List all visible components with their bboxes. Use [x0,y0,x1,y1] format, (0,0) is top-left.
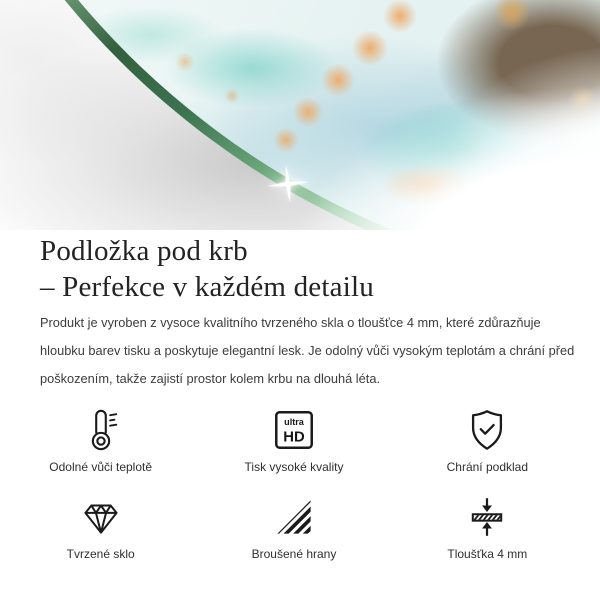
thickness-4mm-icon [465,493,509,541]
feature-label: Chrání podklad [446,460,529,474]
features-grid [4,406,584,562]
feature-protects-floor [391,406,584,475]
page-title-line2: – Perfekce v každém detailu [40,271,374,303]
page-title-line1: Podložka pod krb [40,235,248,267]
ultra-hd-icon [271,406,317,454]
diamond-icon [79,493,123,541]
ultra-text: ultra [284,417,304,428]
feature-label: Tvrzené sklo [66,547,135,561]
feature-label: Tloušťka 4 mm [447,547,528,561]
thermometer-icon [78,406,124,454]
feature-thickness [391,493,584,562]
page-title [40,233,560,305]
hero-product-photo [0,0,600,230]
feature-label: Odolné vůči teplotě [49,460,153,474]
feature-heat-resistant [4,406,197,475]
feature-tempered-glass [4,493,197,562]
feature-print-quality [197,406,390,475]
product-description: Produkt je vyroben z vysoce kvalitního tvrzeného skla o tloušťce 4 mm, které zdůrazňuje hloubku barev tisku a poskytuje elegantní lesk. Je odolný vůči vysokým teplotám a chrání před poškozením, takže zajistí prostor kolem krbu na dlouhá léta. [40,315,575,386]
beveled-edges-icon [273,493,315,541]
feature-label: Tisk vysoké kvality [244,460,344,474]
sparkle-icon [265,161,311,207]
hd-text: HD [283,429,305,446]
feature-polished-edges [197,493,390,562]
feature-label: Broušené hrany [251,547,337,561]
shield-check-icon [464,406,510,454]
